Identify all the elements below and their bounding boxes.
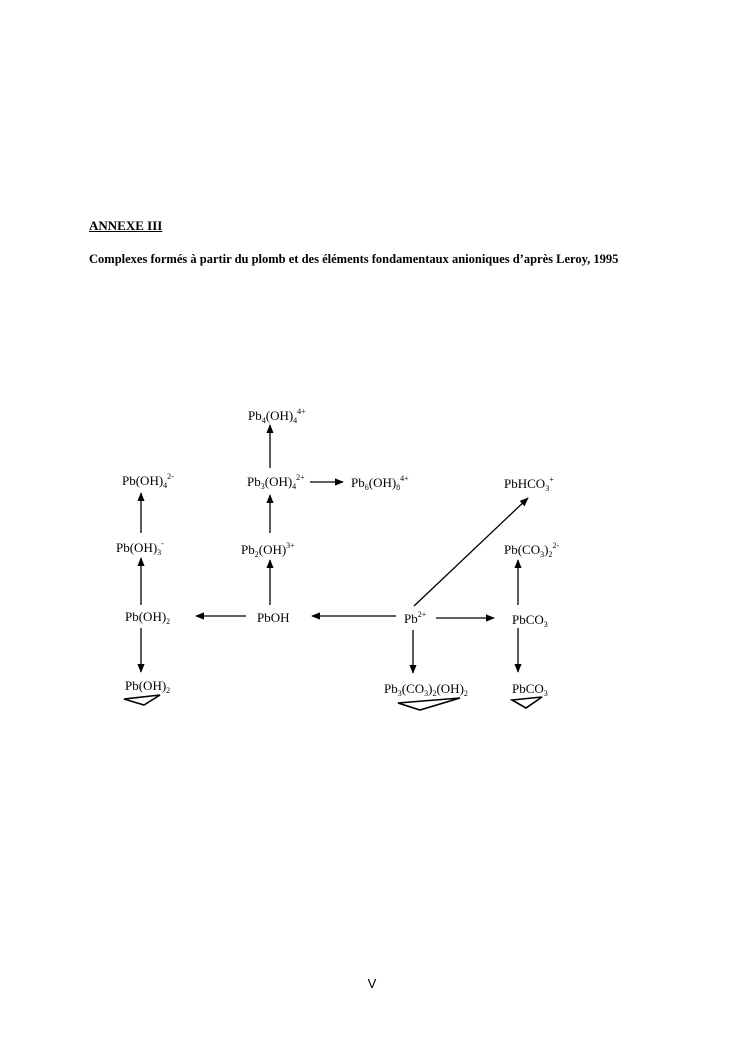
- precipitate-icon: [124, 695, 160, 705]
- precipitate-icon: [398, 698, 460, 710]
- node-pb6oh8: Pb6(OH)84+: [351, 474, 409, 492]
- node-pboh4: Pb(OH)42-: [122, 472, 174, 490]
- node-pboh: PbOH: [257, 610, 290, 625]
- precipitate-icon: [512, 697, 542, 708]
- node-pb3co3oh: Pb3(CO3)2(OH)2: [384, 681, 468, 698]
- reaction-arrows: [141, 425, 528, 673]
- node-pbco3: PbCO3: [512, 612, 548, 629]
- annex-heading: ANNEXE III: [89, 218, 163, 233]
- node-pbco3-2: Pb(CO3)22-: [504, 541, 560, 559]
- lead-complexes-diagram: [88, 388, 648, 733]
- page-number: V: [367, 976, 377, 991]
- node-pboh2: Pb(OH)2: [125, 609, 171, 626]
- node-pboh3: Pb(OH)3-: [116, 539, 164, 557]
- node-pb3oh4: Pb3(OH)42+: [247, 473, 305, 491]
- precipitate-marks: [124, 695, 542, 710]
- figure-caption: Complexes formés à partir du plomb et des éléments fondamentaux anioniques d’après Leroy, 1995: [89, 252, 619, 266]
- node-pb2plus: Pb2+: [404, 610, 427, 626]
- node-pbco3-solid: PbCO3: [512, 681, 548, 698]
- node-pb2oh: Pb2(OH)3+: [241, 541, 295, 559]
- node-pbhco3: PbHCO3+: [504, 475, 554, 493]
- node-pb4oh4: Pb4(OH)44+: [248, 407, 306, 425]
- node-pboh2-solid: Pb(OH)2: [125, 678, 171, 695]
